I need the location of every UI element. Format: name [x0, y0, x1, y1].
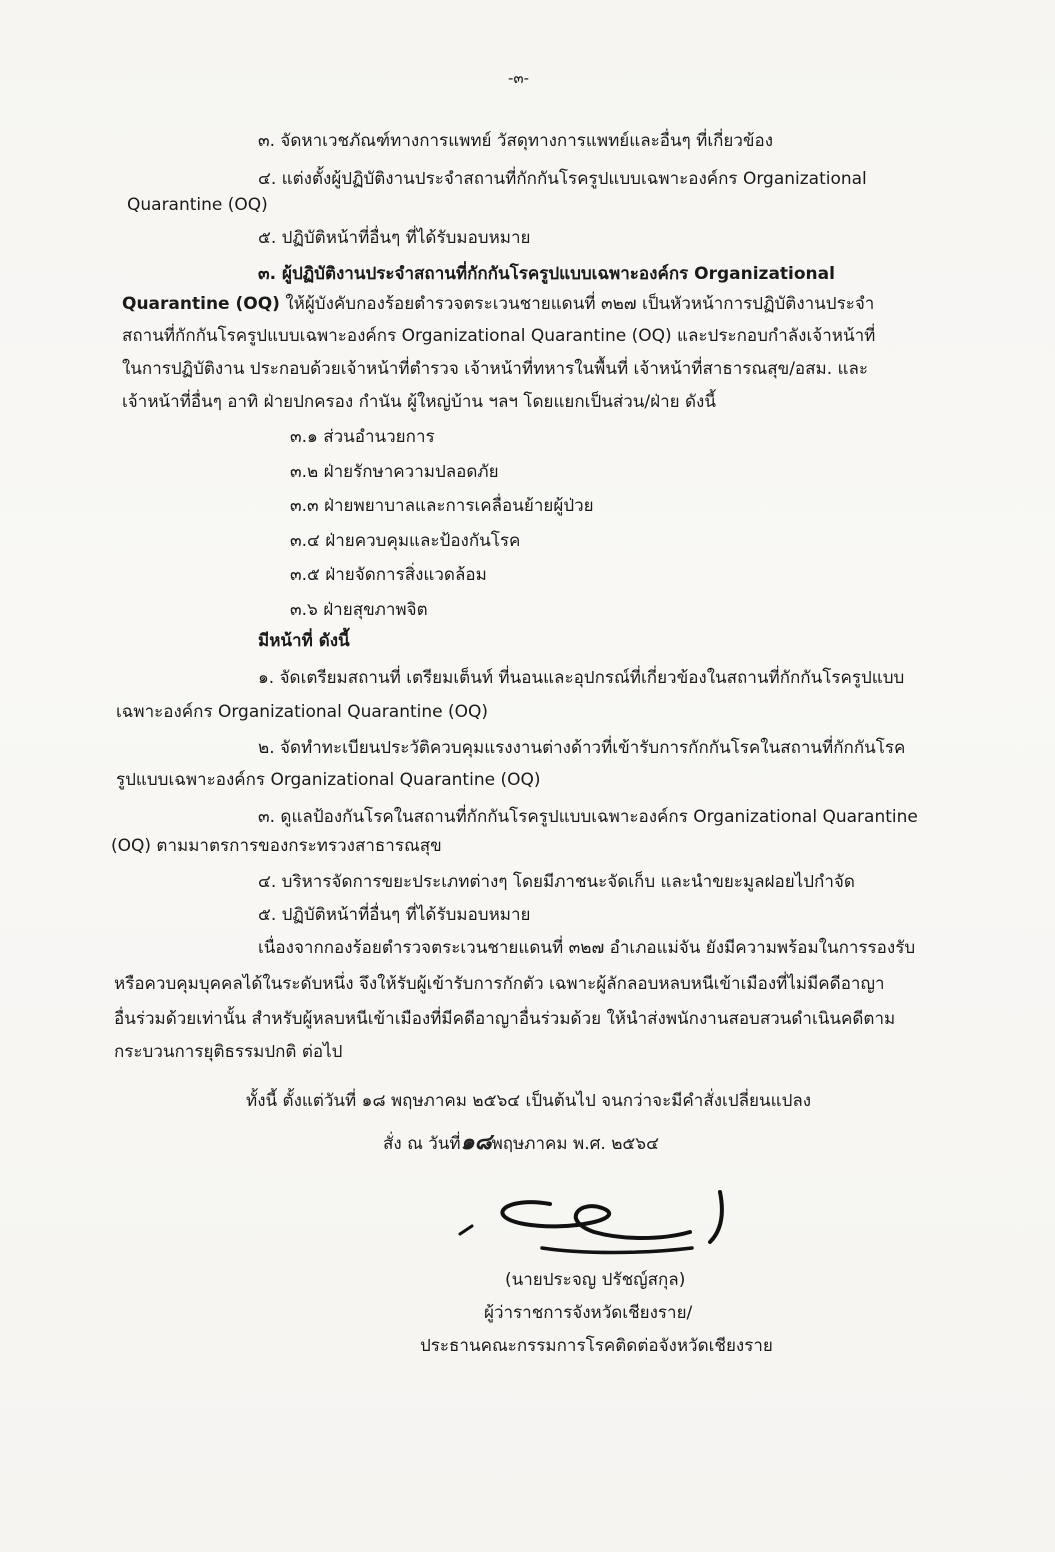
text-line: ๔. บริหารจัดการขยะประเภทต่างๆ โดยมีภาชนะจัดเก็บ และนำขยะมูลฝอยไปกำจัด: [258, 872, 855, 892]
text-line: รูปแบบเฉพาะองค์กร Organizational Quarantine (OQ): [116, 770, 541, 790]
text-line: เฉพาะองค์กร Organizational Quarantine (OQ): [116, 702, 489, 722]
section-heading: ๓. ผู้ปฏิบัติงานประจำสถานที่กักกันโรครูปแบบเฉพาะองค์กร Organizational: [258, 264, 835, 284]
order-date-line: [383, 1130, 659, 1156]
list-item: ๓.๑ ส่วนอำนวยการ: [290, 427, 435, 447]
list-item: ๓.๔ ฝ่ายควบคุมและป้องกันโรค: [290, 531, 521, 551]
bold-fragment: Quarantine (OQ): [122, 294, 280, 314]
text-line: ในการปฏิบัติงาน ประกอบด้วยเจ้าหน้าที่ตำรวจ เจ้าหน้าที่ทหารในพื้นที่ เจ้าหน้าที่สาธารณสุข/อสม. และ: [122, 359, 869, 379]
text-line: ๓. จัดหาเวชภัณฑ์ทางการแพทย์ วัสดุทางการแพทย์และอื่นๆ ที่เกี่ยวข้อง: [258, 131, 774, 151]
text-fragment: ให้ผู้บังคับกองร้อยตำรวจตระเวนชายแดนที่ ๓๒๗ เป็นหัวหน้าการปฏิบัติงานประจำ: [279, 294, 875, 314]
signatory-title: ประธานคณะกรรมการโรคติดต่อจังหวัดเชียงราย: [420, 1336, 773, 1356]
page-number: -๓-: [508, 69, 530, 87]
text-line: (OQ) ตามมาตรการของกระทรวงสาธารณสุข: [111, 836, 442, 856]
list-item: ๓.๓ ฝ่ายพยาบาลและการเคลื่อนย้ายผู้ป่วย: [290, 496, 594, 516]
text-line: สถานที่กักกันโรครูปแบบเฉพาะองค์กร Organizational Quarantine (OQ) และประกอบกำลังเจ้าหน้าที่: [122, 326, 876, 346]
text-line: ๕. ปฏิบัติหน้าที่อื่นๆ ที่ได้รับมอบหมาย: [258, 905, 531, 925]
signatory-title: ผู้ว่าราชการจังหวัดเชียงราย/: [484, 1303, 693, 1323]
signature: [452, 1190, 742, 1260]
handwritten-day: ๑๘: [460, 1129, 492, 1155]
text-line: Quarantine (OQ): [127, 195, 268, 215]
text-line: ๓. ดูแลป้องกันโรคในสถานที่กักกันโรครูปแบบเฉพาะองค์กร Organizational Quarantine: [258, 807, 918, 827]
text-line: ๔. แต่งตั้งผู้ปฏิบัติงานประจำสถานที่กักกันโรครูปแบบเฉพาะองค์กร Organizational: [258, 169, 867, 189]
text-line: อื่นร่วมด้วยเท่านั้น สำหรับผู้หลบหนีเข้าเมืองที่มีคดีอาญาอื่นร่วมด้วย ให้นำส่งพนักงานสอบสวนดำเนินคดีตาม: [114, 1009, 896, 1029]
list-item: ๓.๕ ฝ่ายจัดการสิ่งแวดล้อม: [290, 565, 487, 585]
text-line: หรือควบคุมบุคคลได้ในระดับหนึ่ง จึงให้รับผู้เข้ารับการกักตัว เฉพาะผู้ลักลอบหลบหนีเข้าเมืองที่ไม่มีคดีอาญา: [114, 974, 885, 994]
order-date-prefix: สั่ง ณ วันที่: [383, 1134, 461, 1154]
text-line: ๕. ปฏิบัติหน้าที่อื่นๆ ที่ได้รับมอบหมาย: [258, 228, 531, 248]
effective-date-line: ทั้งนี้ ตั้งแต่วันที่ ๑๘ พฤษภาคม ๒๕๖๔ เป็นต้นไป จนกว่าจะมีคำสั่งเปลี่ยนแปลง: [246, 1091, 812, 1111]
list-item: ๓.๖ ฝ่ายสุขภาพจิต: [290, 600, 428, 620]
text-line: [122, 292, 874, 316]
list-item: ๓.๒ ฝ่ายรักษาความปลอดภัย: [290, 462, 499, 482]
text-line: กระบวนการยุติธรรมปกติ ต่อไป: [114, 1042, 343, 1062]
text-line: ๒. จัดทำทะเบียนประวัติควบคุมแรงงานต่างด้าวที่เข้ารับการกักกันโรคในสถานที่กักกันโรค: [258, 738, 906, 758]
order-date-suffix: พฤษภาคม พ.ศ. ๒๕๖๔: [491, 1134, 659, 1154]
text-line: เนื่องจากกองร้อยตำรวจตระเวนชายแดนที่ ๓๒๗ อำเภอแม่จัน ยังมีความพร้อมในการรองรับ: [258, 938, 916, 958]
text-line: ๑. จัดเตรียมสถานที่ เตรียมเต็นท์ ที่นอนและอุปกรณ์ที่เกี่ยวข้องในสถานที่กักกันโรครูปแบบ: [258, 668, 905, 688]
signatory-name: (นายประจญ ปรัชญ์สกุล): [505, 1270, 686, 1290]
duties-heading: มีหน้าที่ ดังนี้: [258, 631, 350, 651]
text-line: เจ้าหน้าที่อื่นๆ อาทิ ฝ่ายปกครอง กำนัน ผู้ใหญ่บ้าน ฯลฯ โดยแยกเป็นส่วน/ฝ่าย ดังนี้: [122, 392, 716, 412]
